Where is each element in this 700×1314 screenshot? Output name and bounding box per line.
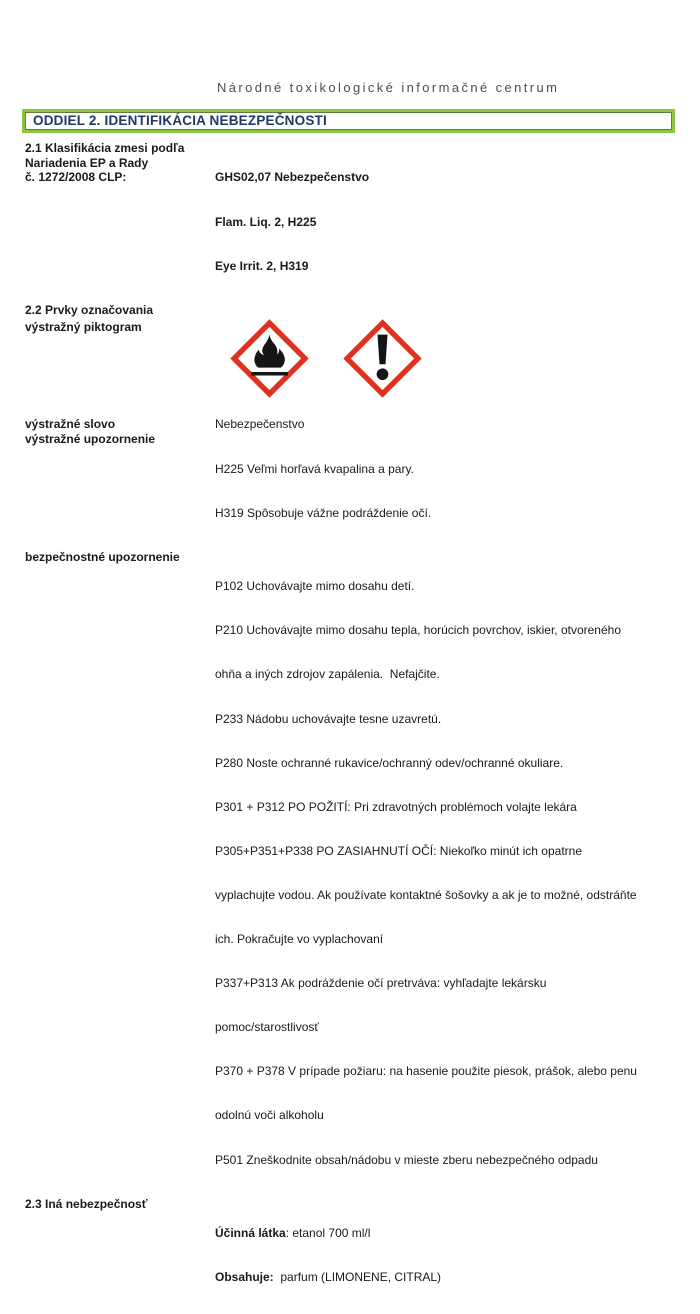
hazard-statement-line: H319 Spôsobuje vážne podráždenie očí. bbox=[215, 505, 432, 520]
pictogram-row bbox=[25, 320, 685, 400]
active-substance-line bbox=[215, 1226, 685, 1241]
active-substance-label: Účinná látka bbox=[215, 1226, 286, 1241]
signal-word-label: výstražné slovo bbox=[25, 417, 116, 432]
classification-value-line: Eye Irrit. 2, H319 bbox=[215, 258, 309, 273]
classification-label-line: 2.1 Klasifikácia zmesi podľa bbox=[25, 141, 185, 155]
precautionary-line: P233 Nádobu uchovávajte tesne uzavretú. bbox=[215, 711, 442, 726]
other-hazards-lines bbox=[215, 1197, 685, 1314]
contains-label: Obsahuje: bbox=[215, 1270, 274, 1285]
precautionary-line: P102 Uchovávajte mimo dosahu detí. bbox=[215, 579, 415, 594]
precautionary-statements-lines bbox=[215, 550, 685, 1197]
precautionary-line: P210 Uchovávajte mimo dosahu tepla, horúcich povrchov, iskier, otvoreného bbox=[215, 623, 622, 638]
precautionary-line: P370 + P378 V prípade požiaru: na hasenie použite piesok, prášok, alebo penu bbox=[215, 1064, 637, 1079]
contains-value: parfum (LIMONENE, CITRAL) bbox=[273, 1270, 442, 1285]
precautionary-line: P280 Noste ochranné rukavice/ochranný odev/ochranné okuliare. bbox=[215, 755, 564, 770]
section-header-box bbox=[22, 109, 675, 133]
pictogram-label: výstražný piktogram bbox=[25, 320, 142, 335]
classification-value-line: GHS02,07 Nebezpečenstvo bbox=[215, 170, 370, 185]
precautionary-line: P337+P313 Ak podráždenie očí pretrváva: vyhľadajte lekársku bbox=[215, 976, 547, 991]
signal-word-row bbox=[25, 417, 685, 432]
signal-word-value: Nebezpečenstvo bbox=[215, 417, 305, 432]
hazard-statement-line: H225 Veľmi horľavá kvapalina a pary. bbox=[215, 461, 414, 476]
classification-value-line: Flam. Liq. 2, H225 bbox=[215, 214, 317, 229]
other-hazards-label: 2.3 Iná nebezpečnosť bbox=[25, 1196, 148, 1211]
precautionary-line: odolnú voči alkoholu bbox=[215, 1108, 324, 1123]
precautionary-line: ich. Pokračujte vo vyplachovaní bbox=[215, 932, 384, 947]
hazard-statements-lines bbox=[215, 432, 685, 550]
precautionary-line: P301 + P312 PO POŽITÍ: Pri zdravotných problémoch volajte lekára bbox=[215, 799, 577, 814]
hazard-statements-label: výstražné upozornenie bbox=[25, 432, 156, 447]
precautionary-line: ohňa a iných zdrojov zapálenia. Nefajčite. bbox=[215, 667, 440, 682]
clipped-top-text bbox=[217, 80, 585, 98]
contains-line bbox=[215, 1270, 685, 1285]
precautionary-statements-label: bezpečnostné upozornenie bbox=[25, 549, 180, 564]
precautionary-line: P501 Zneškodnite obsah/nádobu v mieste zberu nebezpečného odpadu bbox=[215, 1152, 598, 1167]
classification-label-line: č. 1272/2008 CLP: bbox=[25, 170, 127, 185]
active-substance-value: : etanol 700 ml/l bbox=[285, 1226, 371, 1241]
ghs07-exclamation-pictogram-icon bbox=[344, 320, 421, 397]
section-body bbox=[25, 141, 685, 1314]
labelling-heading: 2.2 Prvky označovania bbox=[25, 302, 154, 317]
classification-values bbox=[215, 141, 685, 303]
classification-labels bbox=[25, 141, 215, 185]
section-header-title: ODDIEL 2. IDENTIFIKÁCIA NEBEZPEČNOSTI bbox=[33, 112, 327, 128]
precautionary-line: vyplachujte vodou. Ak používate kontaktné šošovky a ak je to možné, odstráňte bbox=[215, 887, 637, 902]
precautionary-line: pomoc/starostlivosť bbox=[215, 1020, 319, 1035]
precautionary-line: P305+P351+P338 PO ZASIAHNUTÍ OČÍ: Niekoľko minút ich opatrne bbox=[215, 843, 583, 858]
hazard-statements-row bbox=[25, 432, 685, 550]
classification-label-line: Nariadenia EP a Rady bbox=[25, 155, 149, 170]
classification-row bbox=[25, 141, 685, 303]
precautionary-statements-row bbox=[25, 550, 685, 1197]
pictogram-strip bbox=[215, 320, 685, 397]
other-hazards-row bbox=[25, 1197, 685, 1314]
clipped-top-text-label: Národné toxikologické informačné centrum bbox=[217, 80, 560, 95]
ghs02-flame-pictogram-icon bbox=[231, 320, 308, 397]
